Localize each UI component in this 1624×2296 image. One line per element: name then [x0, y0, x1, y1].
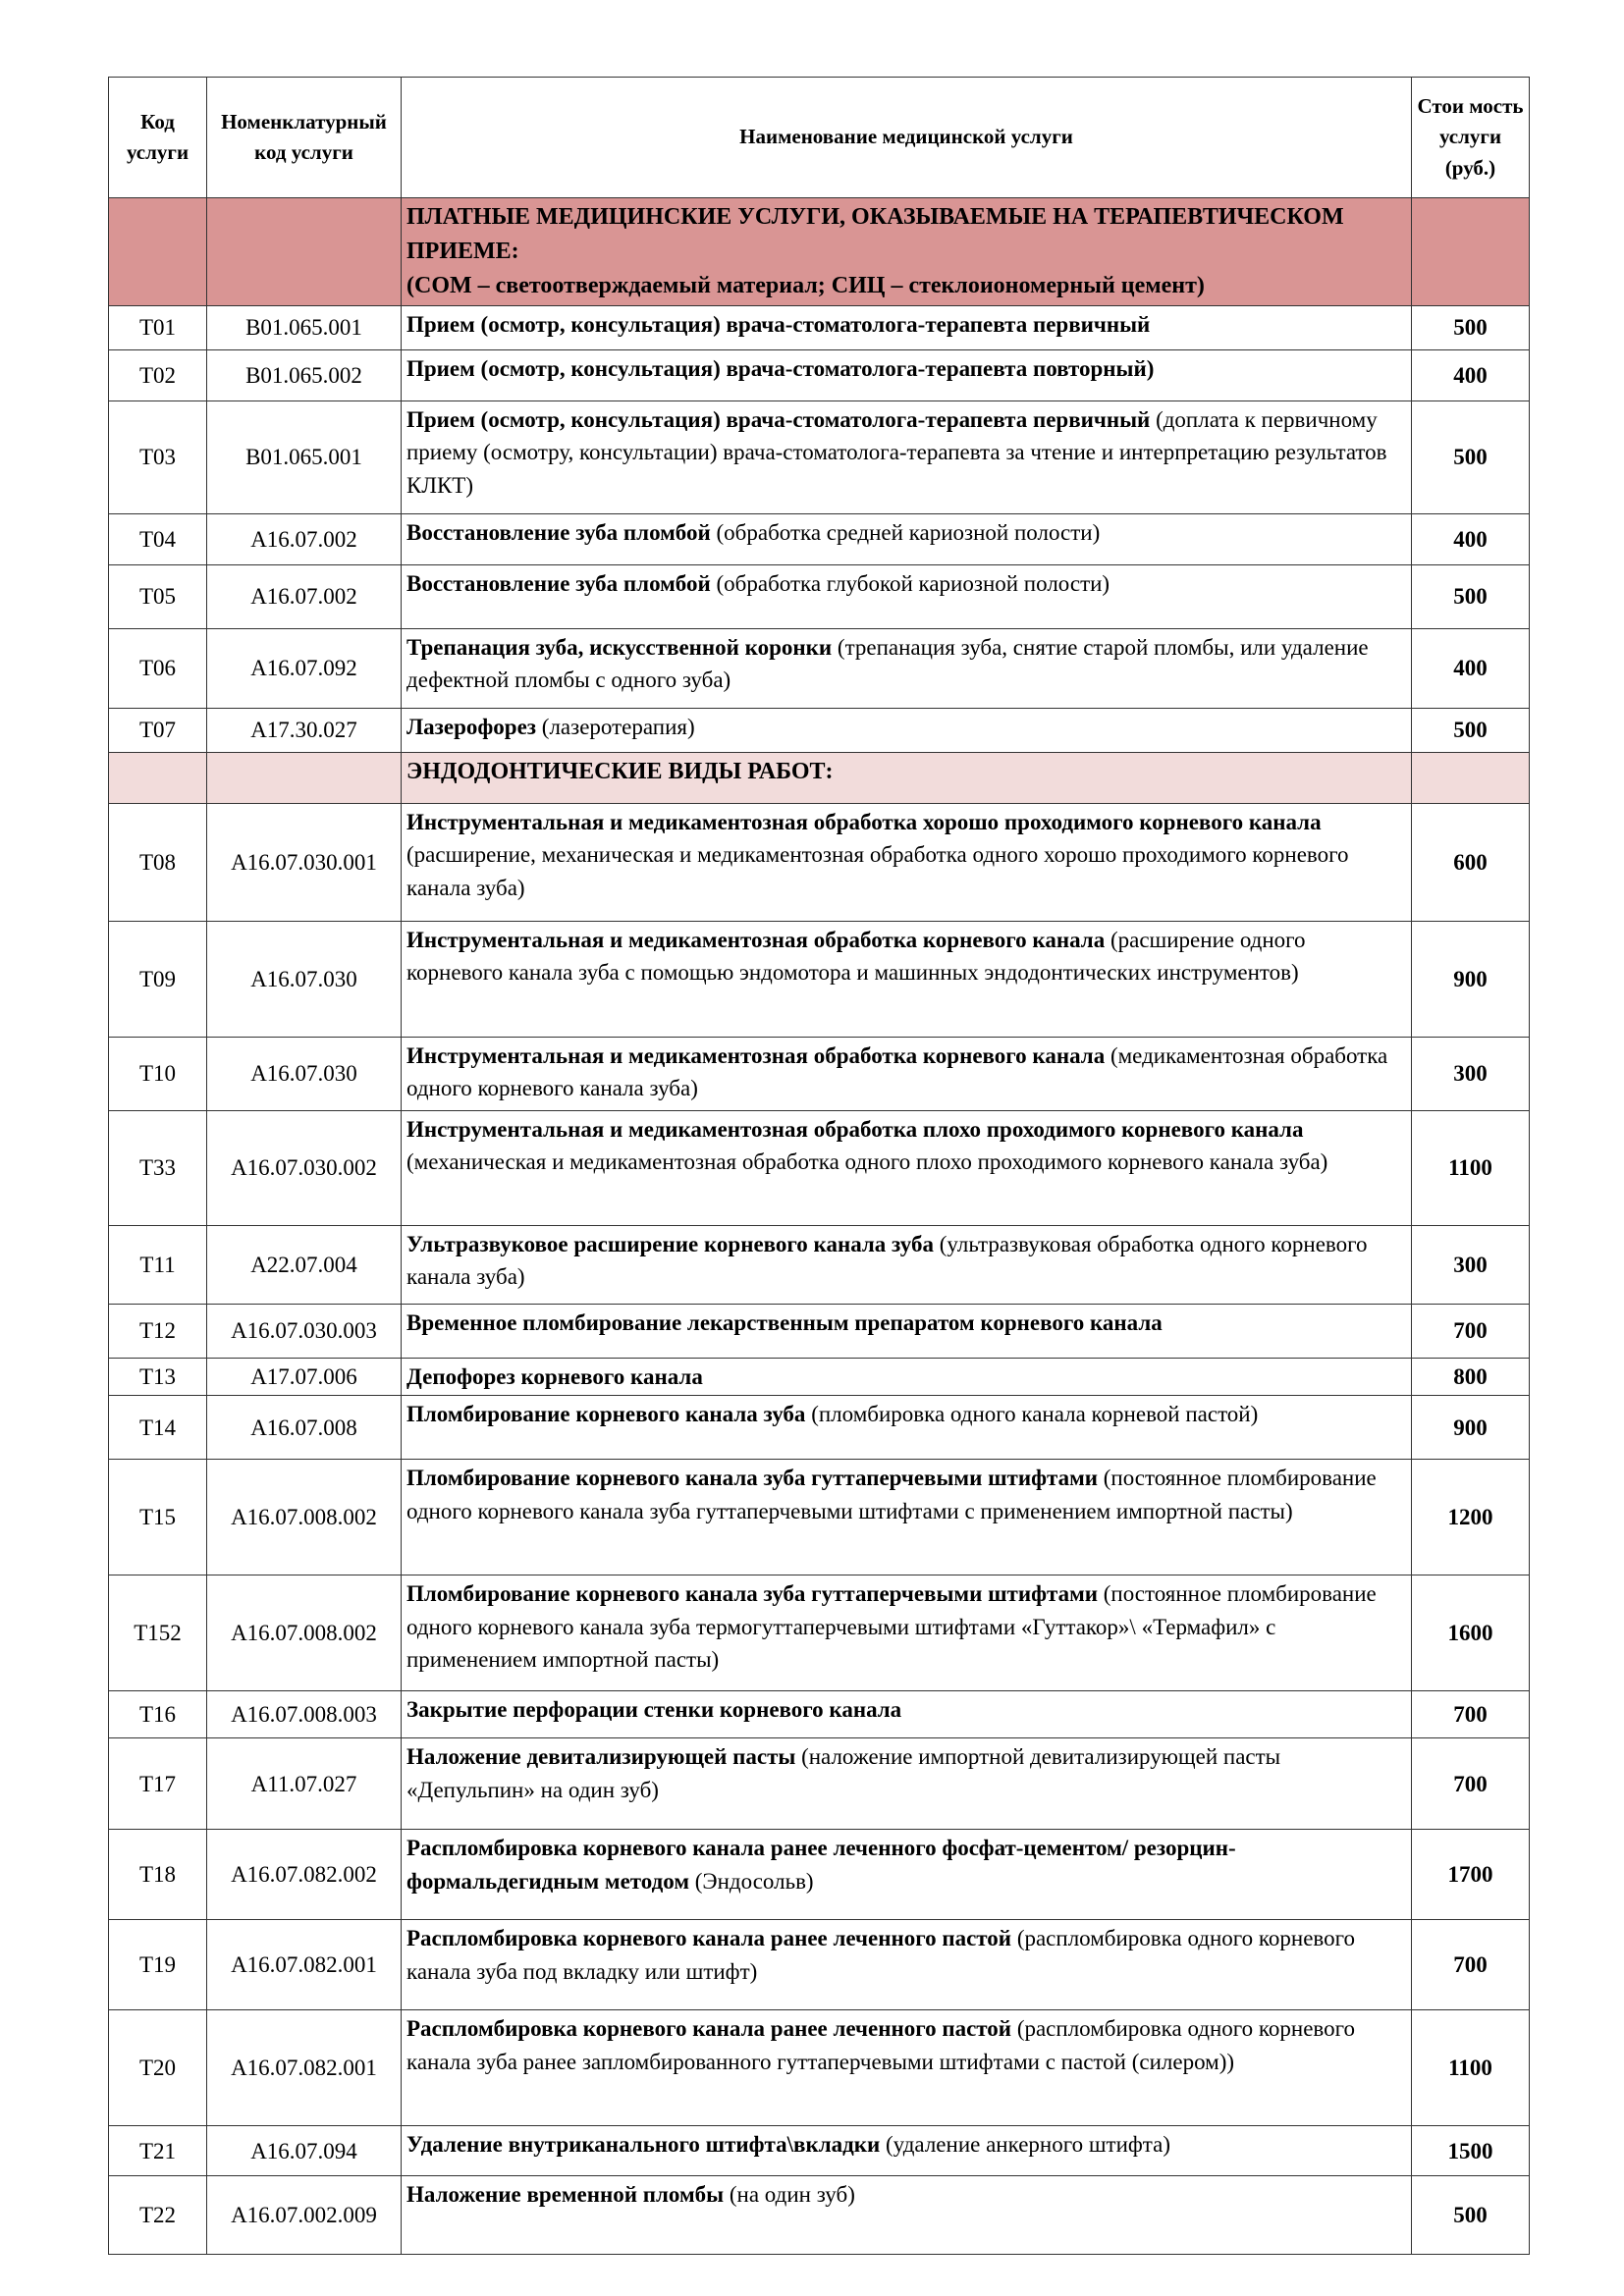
table-row — [109, 565, 1530, 629]
header-price: Стои мость услуги (руб.) — [1412, 78, 1530, 198]
service-name-bold: Распломбировка корневого канала ранее леченного пастой — [406, 1926, 1012, 1951]
empty-cell — [109, 753, 207, 804]
table-row — [109, 709, 1530, 753]
table-row — [109, 350, 1530, 401]
service-name-bold: Инструментальная и медикаментозная обработка хорошо проходимого корневого канала — [406, 810, 1322, 834]
nomenclature-code: А16.07.008.002 — [207, 1575, 402, 1691]
table-row — [109, 1920, 1530, 2010]
service-code: Т14 — [109, 1396, 207, 1460]
table-row — [109, 804, 1530, 922]
table-row — [109, 2126, 1530, 2176]
service-name — [402, 1460, 1412, 1575]
service-name — [402, 1226, 1412, 1305]
service-code: Т03 — [109, 401, 207, 514]
service-code: Т08 — [109, 804, 207, 922]
service-name-details: (обработка средней кариозной полости) — [710, 520, 1101, 545]
section-title — [402, 198, 1412, 306]
service-price: 900 — [1412, 922, 1530, 1038]
service-name — [402, 306, 1412, 350]
service-name — [402, 1920, 1412, 2010]
service-code: Т02 — [109, 350, 207, 401]
service-name-bold: Депофорез корневого канала — [406, 1364, 703, 1389]
service-price: 1100 — [1412, 1111, 1530, 1226]
service-name — [402, 2126, 1412, 2176]
service-name — [402, 804, 1412, 922]
service-code: Т15 — [109, 1460, 207, 1575]
service-name — [402, 514, 1412, 565]
nomenclature-code: А16.07.030.002 — [207, 1111, 402, 1226]
service-name-bold: Инструментальная и медикаментозная обработка корневого канала — [406, 928, 1106, 952]
service-code: Т21 — [109, 2126, 207, 2176]
nomenclature-code: А17.30.027 — [207, 709, 402, 753]
table-row — [109, 1396, 1530, 1460]
service-name — [402, 2010, 1412, 2126]
service-name-bold: Прием (осмотр, консультация) врача-стоматолога-терапевта повторный) — [406, 356, 1155, 381]
nomenclature-code: А16.07.030 — [207, 922, 402, 1038]
service-name-details: (медикаментозная обработка одного корневого канала зуба) — [406, 1043, 1388, 1101]
nomenclature-code: А16.07.082.001 — [207, 2010, 402, 2126]
service-name-bold: Наложение девитализирующей пасты — [406, 1744, 796, 1770]
service-name-bold: Закрытие перфорации стенки корневого канала — [406, 1697, 902, 1723]
service-code: Т13 — [109, 1359, 207, 1396]
service-code: Т06 — [109, 629, 207, 709]
service-name-details: (расширение одного корневого канала зуба с помощью эндомотора и машинных эндодонтических инструментов) — [406, 928, 1306, 986]
service-code: Т20 — [109, 2010, 207, 2126]
nomenclature-code: А16.07.030.003 — [207, 1305, 402, 1359]
service-name-details: (трепанация зуба, снятие старой пломбы, или удаление дефектной пломбы с одного зуба) — [406, 635, 1369, 693]
nomenclature-code: А17.07.006 — [207, 1359, 402, 1396]
service-code: Т07 — [109, 709, 207, 753]
nomenclature-code: В01.065.001 — [207, 306, 402, 350]
service-code: Т11 — [109, 1226, 207, 1305]
service-name-bold: Трепанация зуба, искусственной коронки — [406, 635, 833, 660]
table-row — [109, 1575, 1530, 1691]
service-name — [402, 1738, 1412, 1830]
empty-cell — [1412, 753, 1530, 804]
service-name-bold: Инструментальная и медикаментозная обработка корневого канала — [406, 1043, 1106, 1068]
service-name — [402, 709, 1412, 753]
service-name-details: (Эндосольв) — [689, 1868, 814, 1894]
service-name-bold: Удаление внутриканального штифта\вкладки — [406, 2132, 881, 2158]
service-name-details: (лазеротерапия) — [536, 715, 695, 739]
table-row — [109, 1038, 1530, 1111]
service-name — [402, 401, 1412, 514]
service-name-bold: Инструментальная и медикаментозная обработка плохо проходимого корневого канала — [406, 1117, 1304, 1142]
service-price: 1200 — [1412, 1460, 1530, 1575]
service-name-bold: Распломбировка корневого канала ранее леченного пастой — [406, 2016, 1012, 2042]
service-name-bold: Прием (осмотр, консультация) врача-стоматолога-терапевта первичный — [406, 312, 1151, 337]
service-code: Т17 — [109, 1738, 207, 1830]
nomenclature-code: В01.065.002 — [207, 350, 402, 401]
service-price: 300 — [1412, 1038, 1530, 1111]
service-price: 700 — [1412, 1305, 1530, 1359]
service-code: Т12 — [109, 1305, 207, 1359]
service-price: 700 — [1412, 1738, 1530, 1830]
service-code: Т152 — [109, 1575, 207, 1691]
service-price: 1600 — [1412, 1575, 1530, 1691]
service-name-bold: Временное пломбирование лекарственным препаратом корневого канала — [406, 1310, 1163, 1335]
service-name-bold: Лазерофорез — [406, 715, 537, 739]
service-price: 600 — [1412, 804, 1530, 922]
service-code: Т05 — [109, 565, 207, 629]
nomenclature-code: А16.07.008 — [207, 1396, 402, 1460]
service-name — [402, 1111, 1412, 1226]
service-name-bold: Наложение временной пломбы — [406, 2182, 725, 2208]
service-price: 700 — [1412, 1920, 1530, 2010]
service-name — [402, 1396, 1412, 1460]
service-code: Т19 — [109, 1920, 207, 2010]
service-name-bold: Прием (осмотр, консультация) врача-стоматолога-терапевта первичный — [406, 407, 1151, 432]
empty-cell — [109, 198, 207, 306]
service-price: 400 — [1412, 629, 1530, 709]
service-name — [402, 922, 1412, 1038]
empty-cell — [1412, 198, 1530, 306]
table-row — [109, 514, 1530, 565]
section-heading: ПЛАТНЫЕ МЕДИЦИНСКИЕ УСЛУГИ, ОКАЗЫВАЕМЫЕ НА ТЕРАПЕВТИЧЕСКОМ ПРИЕМЕ: — [406, 204, 1344, 264]
table-row — [109, 2010, 1530, 2126]
nomenclature-code: А16.07.002.009 — [207, 2176, 402, 2255]
empty-cell — [207, 198, 402, 306]
nomenclature-code: А16.07.030 — [207, 1038, 402, 1111]
section-row — [109, 198, 1530, 306]
service-price: 700 — [1412, 1691, 1530, 1738]
service-price: 500 — [1412, 2176, 1530, 2255]
service-price: 900 — [1412, 1396, 1530, 1460]
nomenclature-code: А16.07.030.001 — [207, 804, 402, 922]
service-name-details: (удаление анкерного штифта) — [880, 2132, 1171, 2158]
header-name: Наименование медицинской услуги — [402, 78, 1412, 198]
service-name-details: (постоянное пломбирование одного корневого канала зуба термогуттаперчевыми штифтами «Гуттакор»\ «Термафил» с применением импортной пасты) — [406, 1581, 1377, 1673]
table-row — [109, 1359, 1530, 1396]
nomenclature-code: А16.07.082.001 — [207, 1920, 402, 2010]
nomenclature-code: А16.07.082.002 — [207, 1830, 402, 1920]
service-name-details: (ультразвуковая обработка одного корневого канала зуба) — [406, 1232, 1368, 1290]
service-code: Т16 — [109, 1691, 207, 1738]
table-header-row — [109, 78, 1530, 198]
service-code: Т33 — [109, 1111, 207, 1226]
service-code: Т10 — [109, 1038, 207, 1111]
table-row — [109, 1305, 1530, 1359]
header-nomenclature: Номенклатурный код услуги — [207, 78, 402, 198]
service-name-details: (пломбировка одного канала корневой пастой) — [805, 1402, 1259, 1427]
service-price: 500 — [1412, 401, 1530, 514]
nomenclature-code: А16.07.002 — [207, 514, 402, 565]
service-name — [402, 629, 1412, 709]
service-name — [402, 1038, 1412, 1111]
service-price: 400 — [1412, 514, 1530, 565]
header-code: Код услуги — [109, 78, 207, 198]
nomenclature-code: В01.065.001 — [207, 401, 402, 514]
nomenclature-code: А16.07.008.003 — [207, 1691, 402, 1738]
empty-cell — [207, 753, 402, 804]
service-price: 500 — [1412, 306, 1530, 350]
service-code: Т18 — [109, 1830, 207, 1920]
service-price: 500 — [1412, 565, 1530, 629]
service-name — [402, 1305, 1412, 1359]
table-row — [109, 2176, 1530, 2255]
nomenclature-code: А16.07.002 — [207, 565, 402, 629]
service-price: 400 — [1412, 350, 1530, 401]
service-name-details: (на один зуб) — [724, 2182, 855, 2208]
service-name-bold: Пломбирование корневого канала зуба гуттаперчевыми штифтами — [406, 1581, 1098, 1607]
table-row — [109, 1111, 1530, 1226]
service-name-details: (механическая и медикаментозная обработка одного плохо проходимого корневого канала зуба) — [406, 1149, 1328, 1175]
nomenclature-code: А16.07.094 — [207, 2126, 402, 2176]
service-name-details: (доплата к первичному приему (осмотру, консультации) врача-стоматолога-терапевта за чтение и интерпретацию результатов КЛКТ) — [406, 407, 1387, 498]
service-name — [402, 350, 1412, 401]
service-name — [402, 2176, 1412, 2255]
service-name-details: (расширение, механическая и медикаментозная обработка одного хорошо проходимого корневого канала зуба) — [406, 842, 1349, 900]
price-table — [108, 77, 1530, 2255]
service-code: Т09 — [109, 922, 207, 1038]
nomenclature-code: А16.07.008.002 — [207, 1460, 402, 1575]
service-name-bold: Пломбирование корневого канала зуба гуттаперчевыми штифтами — [406, 1466, 1098, 1491]
service-name-bold: Восстановление зуба пломбой — [406, 520, 711, 545]
section-heading: ЭНДОДОНТИЧЕСКИЕ ВИДЫ РАБОТ: — [406, 759, 834, 784]
service-code: Т22 — [109, 2176, 207, 2255]
section-title — [402, 753, 1412, 804]
service-name-bold: Ультразвуковое расширение корневого канала зуба — [406, 1232, 935, 1256]
service-name-bold: Восстановление зуба пломбой — [406, 571, 711, 596]
service-name-details: (обработка глубокой кариозной полости) — [710, 571, 1110, 596]
service-name-details: (постоянное пломбирование одного корневого канала зуба гуттаперчевыми штифтами с применением импортной пасты) — [406, 1466, 1377, 1523]
service-price: 1500 — [1412, 2126, 1530, 2176]
table-row — [109, 922, 1530, 1038]
table-row — [109, 629, 1530, 709]
table-row — [109, 401, 1530, 514]
nomenclature-code: А22.07.004 — [207, 1226, 402, 1305]
section-subtitle: (СОМ – светоотверждаемый материал; СИЦ – стеклоиономерный цемент) — [406, 272, 1205, 298]
service-name-details: (распломбировка одного корневого канала зуба ранее запломбированного гуттаперчевыми штифтами с пастой (силером)) — [406, 2016, 1355, 2074]
table-row — [109, 1460, 1530, 1575]
section-row — [109, 753, 1530, 804]
service-name — [402, 1830, 1412, 1920]
nomenclature-code: А11.07.027 — [207, 1738, 402, 1830]
table-row — [109, 1226, 1530, 1305]
table-row — [109, 1691, 1530, 1738]
service-price: 300 — [1412, 1226, 1530, 1305]
service-price: 800 — [1412, 1359, 1530, 1396]
service-name — [402, 1575, 1412, 1691]
service-name-details: (наложение импортной девитализирующей пасты «Депульпин» на один зуб) — [406, 1744, 1281, 1802]
service-name — [402, 1359, 1412, 1396]
table-row — [109, 1830, 1530, 1920]
service-name-bold: Распломбировка корневого канала ранее леченного фосфат-цементом/ резорцин-формальдегидным методом — [406, 1836, 1236, 1894]
service-price: 500 — [1412, 709, 1530, 753]
nomenclature-code: А16.07.092 — [207, 629, 402, 709]
service-name — [402, 1691, 1412, 1738]
service-price: 1100 — [1412, 2010, 1530, 2126]
table-row — [109, 1738, 1530, 1830]
service-code: Т04 — [109, 514, 207, 565]
service-name-bold: Пломбирование корневого канала зуба — [406, 1402, 806, 1427]
table-row — [109, 306, 1530, 350]
service-name-details: (распломбировка одного корневого канала зуба под вкладку или штифт) — [406, 1926, 1355, 1984]
service-price: 1700 — [1412, 1830, 1530, 1920]
service-name — [402, 565, 1412, 629]
service-code: Т01 — [109, 306, 207, 350]
